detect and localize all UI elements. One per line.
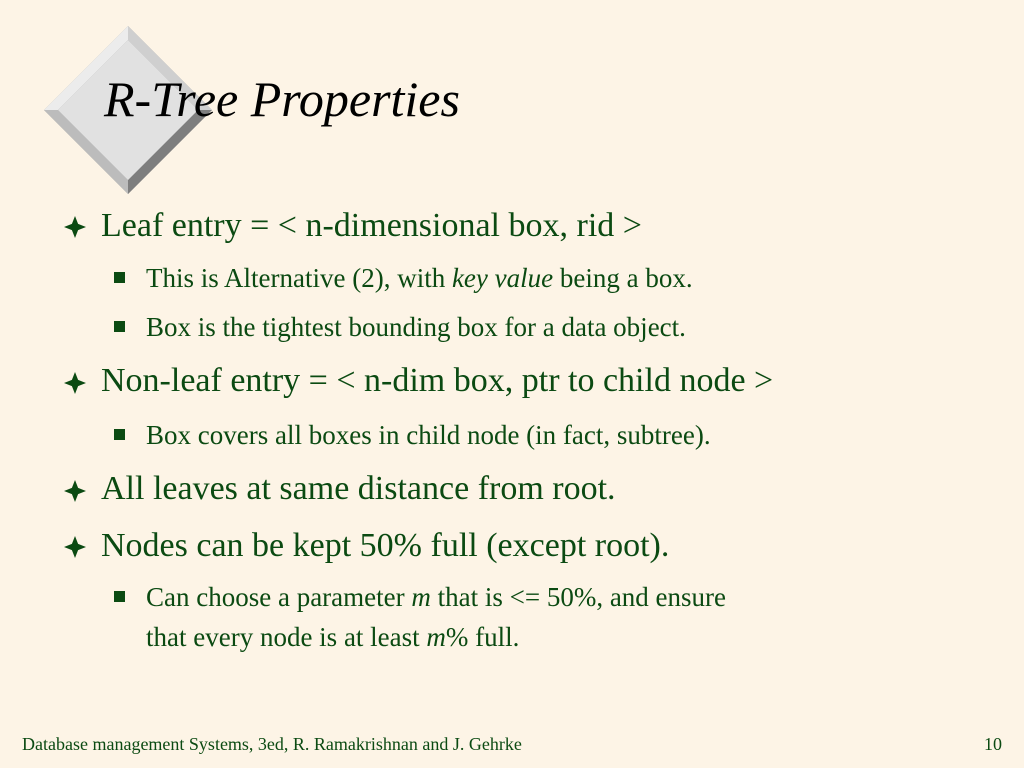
slide-title: R-Tree Properties bbox=[104, 71, 460, 127]
diamond-bullet-icon bbox=[64, 372, 86, 394]
diamond-bullet-icon bbox=[64, 480, 86, 502]
square-bullet-icon bbox=[114, 429, 125, 440]
page-number: 10 bbox=[984, 734, 1002, 754]
diamond-bullet-icon bbox=[64, 536, 86, 558]
bullet-text: All leaves at same distance from root. bbox=[101, 470, 616, 507]
square-bullet-icon bbox=[114, 321, 125, 332]
sub-bullet-text-continued: that every node is at least m% full. bbox=[146, 622, 520, 652]
bullet-text: Non-leaf entry = < n-dim box, ptr to child node > bbox=[101, 362, 774, 399]
sub-bullet-text: Can choose a parameter m that is <= 50%, and ensure bbox=[146, 582, 727, 612]
sub-bullet-text: This is Alternative (2), with key value being a box. bbox=[146, 263, 693, 293]
square-bullet-icon bbox=[114, 272, 125, 283]
diamond-bullet-icon bbox=[64, 216, 86, 238]
square-bullet-icon bbox=[114, 591, 125, 602]
sub-bullet-text: Box is the tightest bounding box for a data object. bbox=[146, 312, 686, 342]
bullet-text: Leaf entry = < n-dimensional box, rid > bbox=[101, 207, 642, 244]
sub-bullet-text: Box covers all boxes in child node (in fact, subtree). bbox=[146, 420, 711, 450]
bullet-text: Nodes can be kept 50% full (except root). bbox=[101, 527, 670, 564]
slide-footer: Database management Systems, 3ed, R. Ramakrishnan and J. Gehrke bbox=[22, 734, 522, 754]
